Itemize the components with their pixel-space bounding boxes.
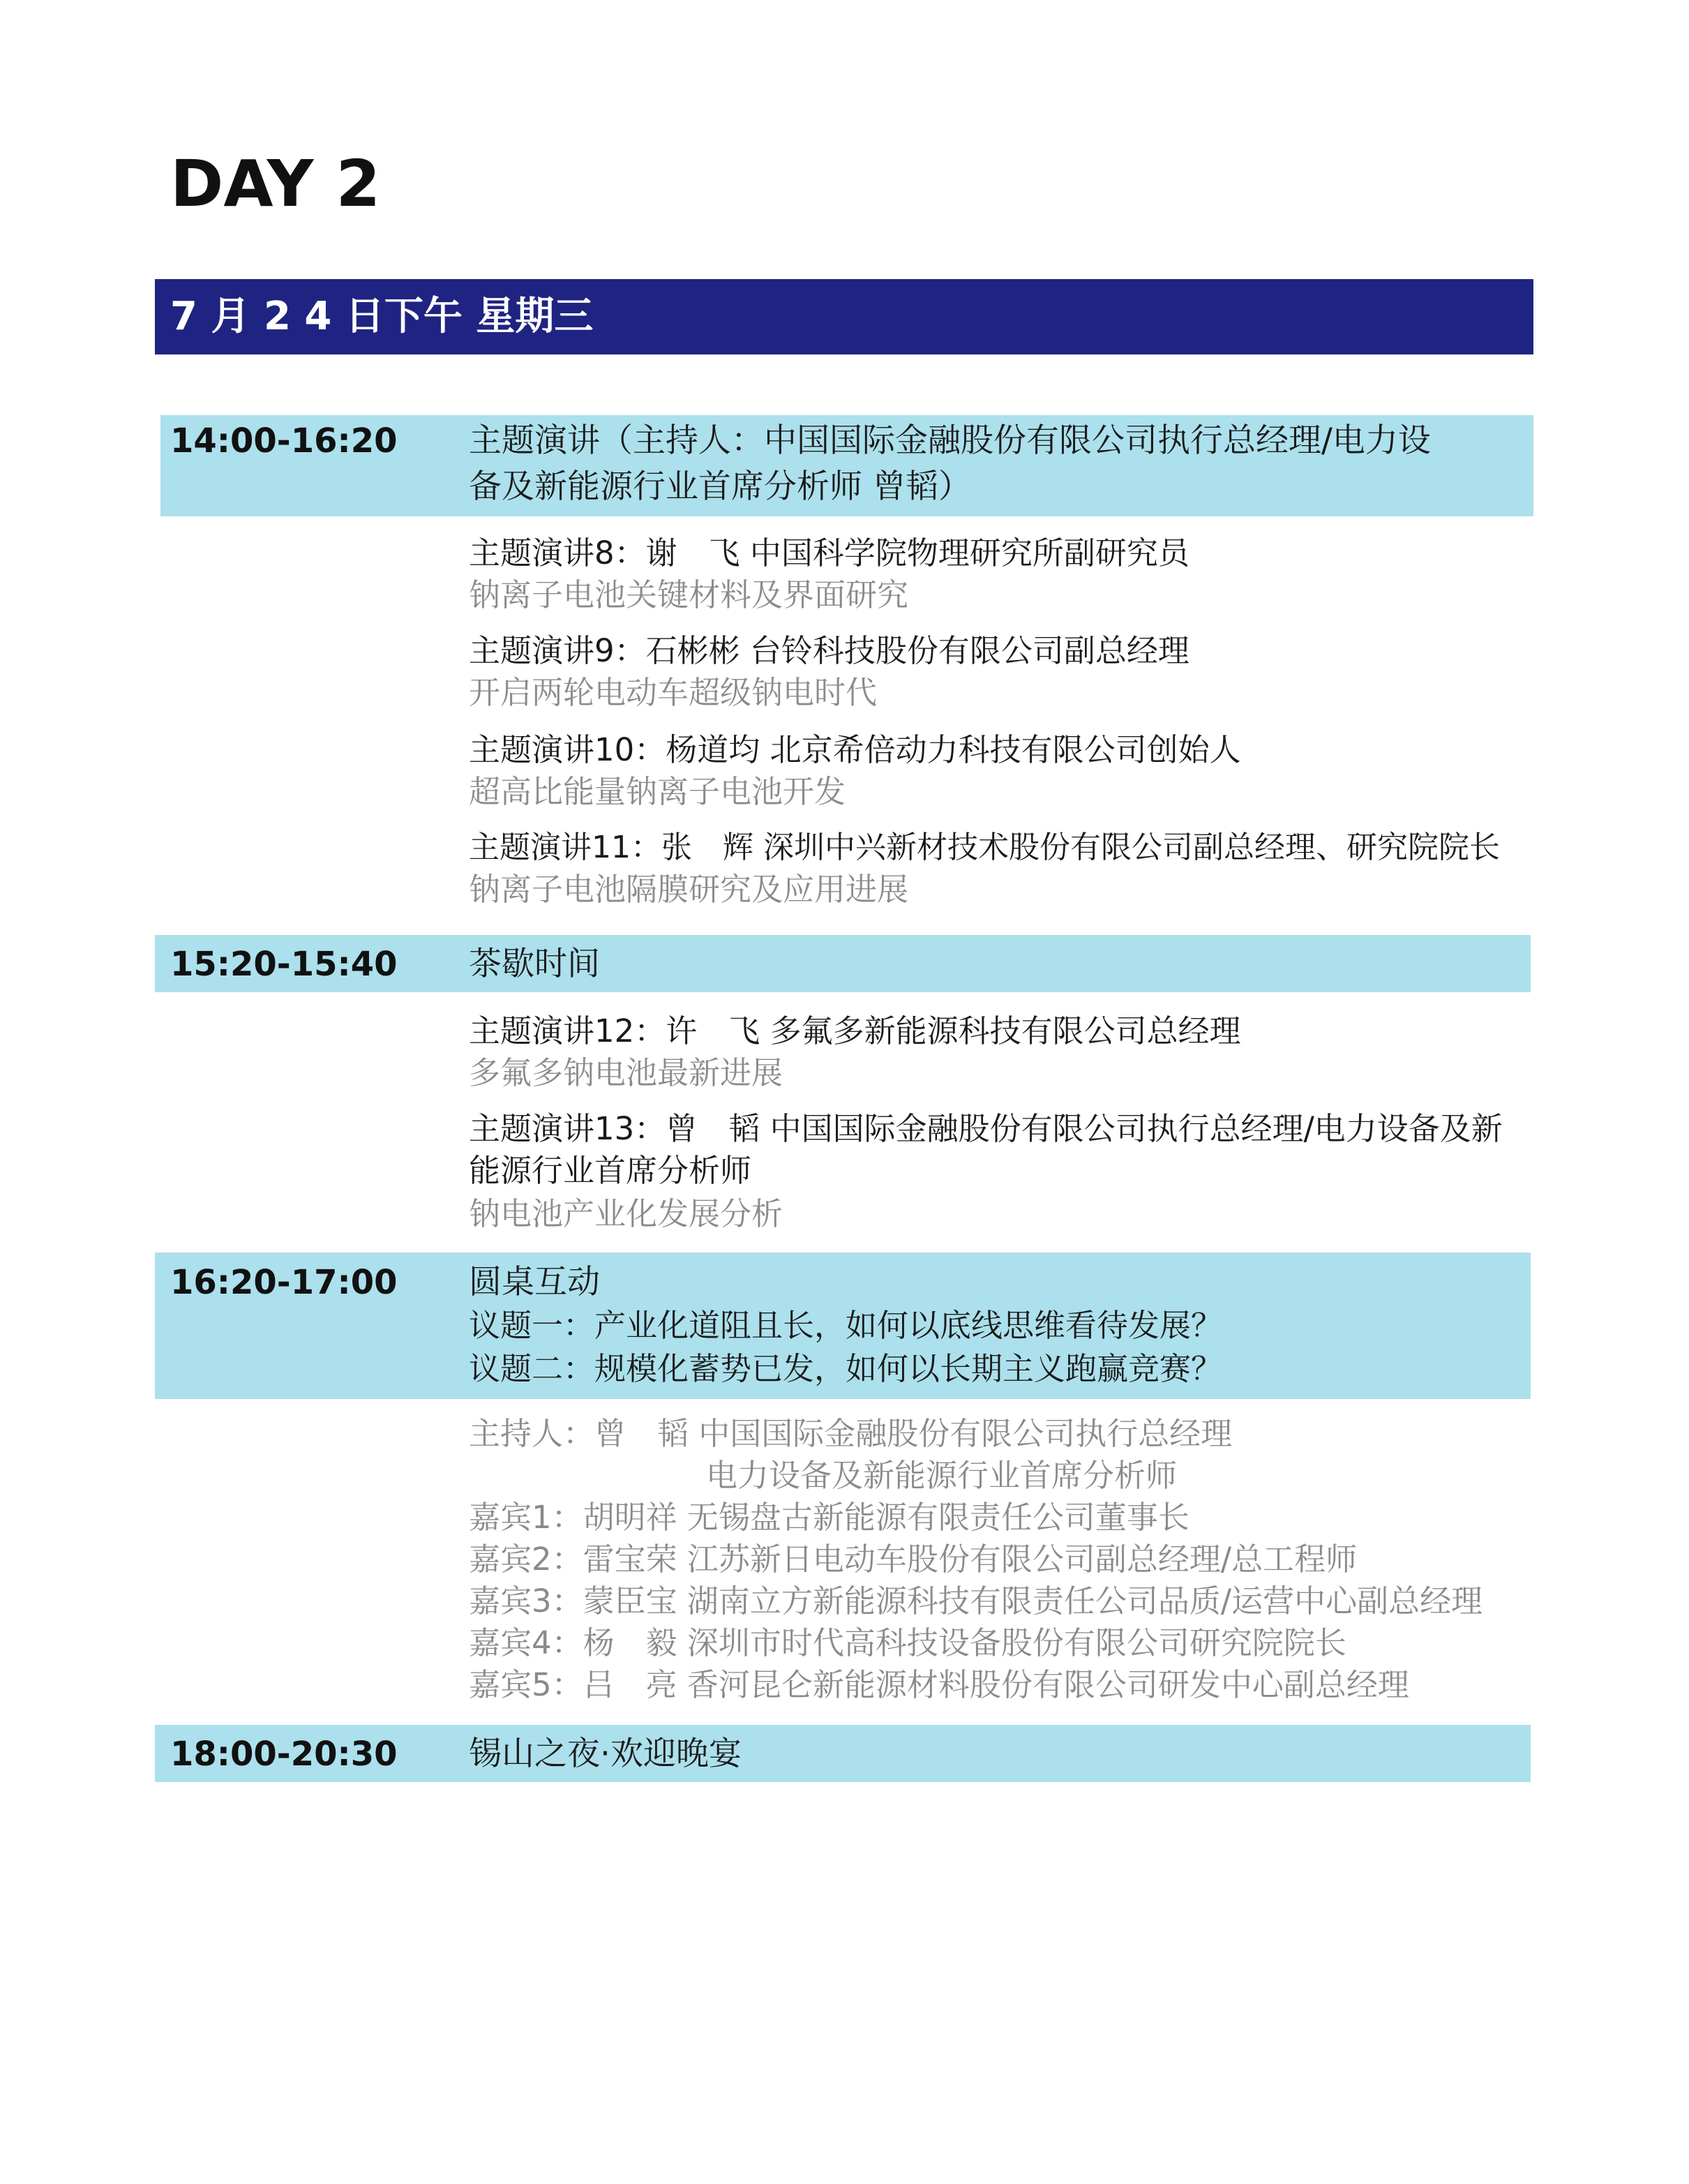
panel-guest-2: 嘉宾2：雷宝荣 江苏新日电动车股份有限公司副总经理/总工程师 — [469, 1541, 1358, 1578]
panel-guest-5: 嘉宾5：吕 亮 香河昆仑新能源材料股份有限公司研发中心副总经理 — [469, 1666, 1409, 1703]
panel-guest-4: 嘉宾4：杨 毅 深圳市时代高科技设备股份有限公司研究院院长 — [469, 1624, 1346, 1661]
talk-8-speaker: 主题演讲8：谢 飞 中国科学院物理研究所副研究员 — [469, 534, 1189, 571]
session-title-3: 圆桌互动 — [469, 1263, 600, 1301]
talk-11-topic: 钠离子电池隔膜研究及应用进展 — [469, 871, 909, 908]
session-title-1-line-1: 主题演讲（主持人：中国国际金融股份有限公司执行总经理/电力设 — [469, 421, 1431, 460]
session-title-2: 茶歇时间 — [469, 945, 600, 983]
talk-11-speaker: 主题演讲11：张 辉 深圳中兴新材技术股份有限公司副总经理、研究院院长 — [469, 830, 1500, 865]
day-title: DAY 2 — [170, 147, 381, 221]
panel-topic-2: 议题二：规模化蓄势已发，如何以长期主义跑赢竞赛？ — [469, 1350, 1223, 1387]
panel-moderator-title-line-2: 电力设备及新能源行业首席分析师 — [706, 1457, 1178, 1494]
panel-moderator: 主持人：曾 韬 中国国际金融股份有限公司执行总经理 — [469, 1415, 1233, 1452]
panel-guest-3: 嘉宾3：蒙臣宝 湖南立方新能源科技有限责任公司品质/运营中心副总经理 — [469, 1583, 1483, 1620]
panel-guest-1: 嘉宾1：胡明祥 无锡盘古新能源有限责任公司董事长 — [469, 1499, 1189, 1536]
talk-9-topic: 开启两轮电动车超级钠电时代 — [469, 674, 878, 711]
talk-13-speaker-line-1: 主题演讲13：曾 韬 中国国际金融股份有限公司执行总经理/电力设备及新 — [469, 1110, 1503, 1147]
talk-13-topic: 钠电池产业化发展分析 — [469, 1195, 783, 1232]
session-time-2: 15:20-15:40 — [170, 945, 398, 984]
session-time-1: 14:00-16:20 — [170, 421, 398, 461]
date-header-bar — [155, 279, 1533, 354]
talk-8-topic: 钠离子电池关键材料及界面研究 — [469, 576, 909, 613]
date-header-text: 7 月 2 4 日下午 星期三 — [170, 294, 594, 339]
talk-12-speaker: 主题演讲12：许 飞 多氟多新能源科技有限公司总经理 — [469, 1012, 1241, 1049]
session-time-4: 18:00-20:30 — [170, 1735, 398, 1774]
panel-topic-1: 议题一：产业化道阻且长，如何以底线思维看待发展？ — [469, 1307, 1223, 1344]
session-time-3: 16:20-17:00 — [170, 1263, 398, 1302]
talk-13-speaker-line-2: 能源行业首席分析师 — [469, 1152, 752, 1189]
session-title-1-line-2: 备及新能源行业首席分析师 曾韬） — [469, 468, 971, 506]
session-title-4: 锡山之夜·欢迎晚宴 — [469, 1735, 742, 1773]
talk-9-speaker: 主题演讲9：石彬彬 台铃科技股份有限公司副总经理 — [469, 632, 1189, 669]
talk-10-speaker: 主题演讲10：杨道均 北京希倍动力科技有限公司创始人 — [469, 731, 1241, 768]
talk-12-topic: 多氟多钠电池最新进展 — [469, 1054, 783, 1091]
talk-10-topic: 超高比能量钠离子电池开发 — [469, 773, 846, 810]
